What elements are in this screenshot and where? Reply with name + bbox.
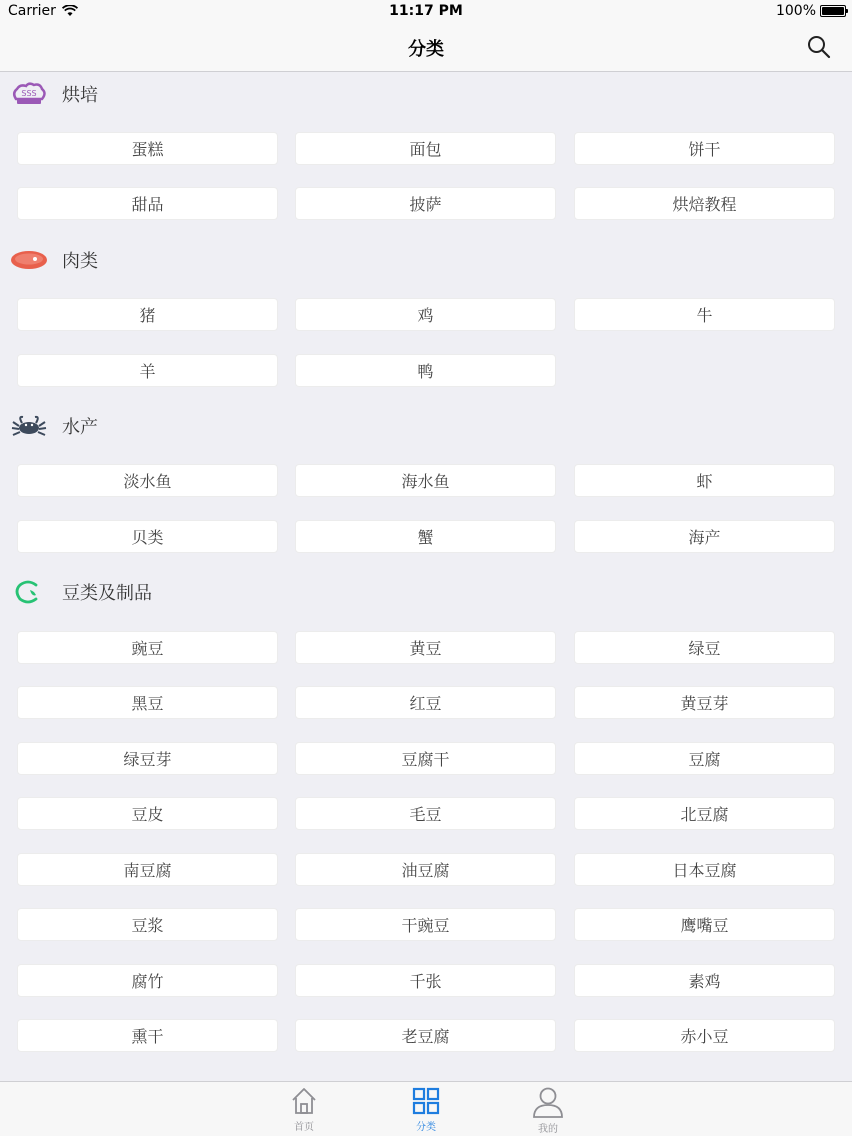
category-list[interactable] <box>0 72 852 1081</box>
category-chip[interactable]: 蟹 <box>295 520 556 553</box>
category-chip[interactable]: 腐竹 <box>17 964 278 997</box>
category-chip[interactable]: 甜品 <box>17 187 278 220</box>
category-chip[interactable]: 贝类 <box>17 520 278 553</box>
carrier-label: Carrier <box>8 3 56 19</box>
category-chip[interactable]: 黑豆 <box>17 686 278 719</box>
category-chip[interactable]: 日本豆腐 <box>574 853 835 886</box>
search-icon[interactable] <box>806 34 832 60</box>
category-chip[interactable]: 饼干 <box>574 132 835 165</box>
category-chip[interactable]: 豌豆 <box>17 631 278 664</box>
category-chip[interactable]: 干豌豆 <box>295 908 556 941</box>
category-chip[interactable]: 鹰嘴豆 <box>574 908 835 941</box>
section-title: 肉类 <box>62 251 98 272</box>
tab-profile[interactable] <box>518 1086 578 1136</box>
tab-category[interactable] <box>396 1086 456 1136</box>
category-chip[interactable]: 豆皮 <box>17 797 278 830</box>
category-chip[interactable]: 豆浆 <box>17 908 278 941</box>
tab-home[interactable] <box>274 1086 334 1136</box>
category-chip[interactable]: 披萨 <box>295 187 556 220</box>
user-icon <box>532 1086 564 1118</box>
category-chip[interactable]: 羊 <box>17 354 278 387</box>
category-chip[interactable]: 毛豆 <box>295 797 556 830</box>
baking-icon <box>10 79 48 109</box>
section-title: 豆类及制品 <box>62 583 152 604</box>
home-icon <box>290 1086 318 1116</box>
category-chip[interactable]: 海水鱼 <box>295 464 556 497</box>
category-chip[interactable]: 南豆腐 <box>17 853 278 886</box>
category-chip[interactable]: 素鸡 <box>574 964 835 997</box>
category-chip[interactable]: 绿豆芽 <box>17 742 278 775</box>
category-chip[interactable]: 千张 <box>295 964 556 997</box>
navigation-bar <box>0 22 852 72</box>
category-chip[interactable]: 鸡 <box>295 298 556 331</box>
meat-icon <box>10 245 48 275</box>
section-title: 烘培 <box>62 85 98 106</box>
category-chip[interactable]: 豆腐干 <box>295 742 556 775</box>
section-header-seafood <box>0 404 852 448</box>
category-chip[interactable]: 猪 <box>17 298 278 331</box>
category-chip[interactable]: 北豆腐 <box>574 797 835 830</box>
tab-label: 分类 <box>416 1122 436 1133</box>
page-title: 分类 <box>408 39 444 60</box>
category-chip[interactable]: 红豆 <box>295 686 556 719</box>
bean-icon <box>10 577 48 607</box>
grid-icon <box>411 1086 441 1116</box>
section-header-beans <box>0 570 852 614</box>
category-chip[interactable]: 黄豆芽 <box>574 686 835 719</box>
section-header-baking <box>0 72 852 116</box>
tab-label: 我的 <box>538 1124 558 1135</box>
battery-percent: 100% <box>775 3 816 19</box>
crab-icon <box>10 411 48 441</box>
battery-group <box>776 3 846 19</box>
status-time: 11:17 PM <box>389 3 463 19</box>
tab-bar <box>0 1081 852 1136</box>
tab-label: 首页 <box>294 1122 314 1133</box>
svg-text:SSS: SSS <box>21 89 37 98</box>
category-chip[interactable]: 蛋糕 <box>17 132 278 165</box>
category-chip[interactable]: 虾 <box>574 464 835 497</box>
category-chip[interactable]: 海产 <box>574 520 835 553</box>
category-chip[interactable]: 黄豆 <box>295 631 556 664</box>
category-chip[interactable]: 面包 <box>295 132 556 165</box>
category-chip[interactable]: 老豆腐 <box>295 1019 556 1052</box>
category-chip[interactable]: 豆腐 <box>574 742 835 775</box>
category-chip[interactable]: 油豆腐 <box>295 853 556 886</box>
section-title: 水产 <box>62 417 98 438</box>
category-chip[interactable]: 淡水鱼 <box>17 464 278 497</box>
category-chip[interactable]: 赤小豆 <box>574 1019 835 1052</box>
section-header-meat <box>0 238 852 282</box>
category-chip[interactable]: 绿豆 <box>574 631 835 664</box>
category-chip[interactable]: 熏干 <box>17 1019 278 1052</box>
status-bar <box>0 0 852 22</box>
category-chip[interactable]: 鸭 <box>295 354 556 387</box>
category-chip[interactable]: 牛 <box>574 298 835 331</box>
category-chip[interactable]: 烘焙教程 <box>574 187 835 220</box>
battery-icon <box>820 5 846 17</box>
